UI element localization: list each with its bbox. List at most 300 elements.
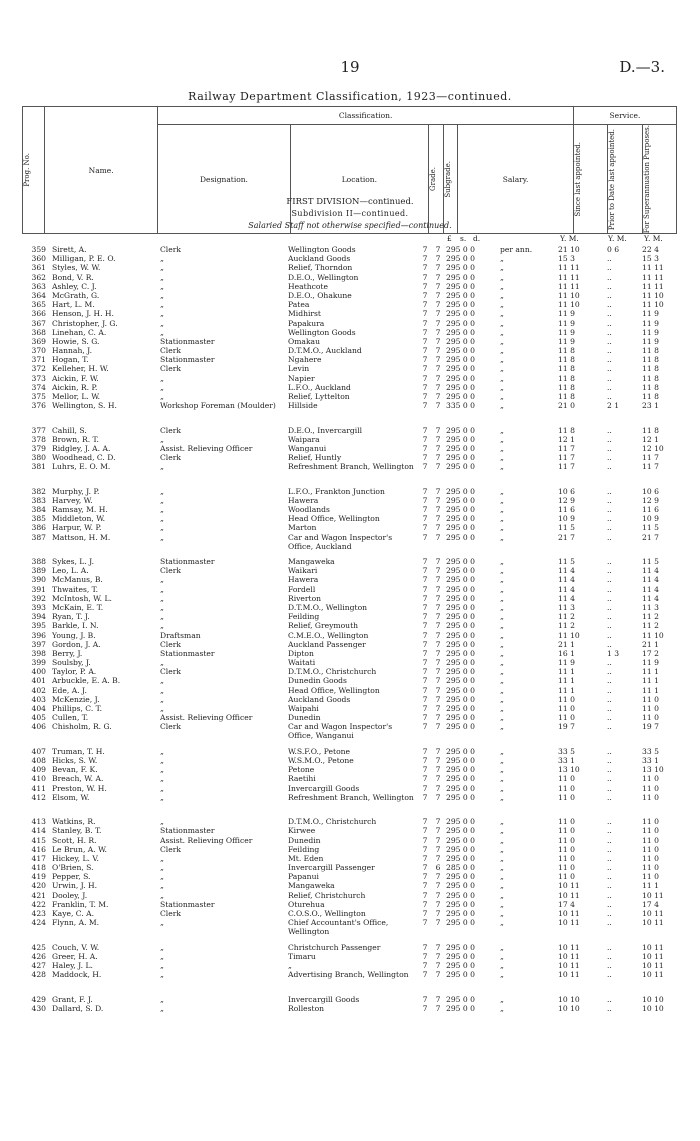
page-title: Railway Department Classification, 1923—continued. (188, 90, 512, 103)
salary: 295 0 0 (446, 756, 475, 765)
service-prior: .. (607, 765, 612, 775)
prog-no: 371 (31, 355, 46, 365)
table-row (22, 854, 682, 863)
service-prior: .. (607, 392, 612, 401)
salary: 295 0 0 (446, 685, 475, 695)
designation: „ (160, 300, 164, 310)
table-row (22, 756, 682, 765)
salary-period: „ (500, 263, 504, 273)
grade: 7 (422, 774, 428, 784)
prog-no: 401 (31, 676, 46, 686)
grade: 7 (422, 685, 428, 695)
service-since: 11 10 (558, 300, 580, 310)
subgrade: 7 (435, 756, 441, 765)
table-row (22, 836, 682, 845)
prog-no: 368 (31, 327, 46, 337)
service-since: 16 1 (558, 648, 575, 658)
salary: 295 0 0 (446, 881, 475, 891)
grade: 7 (422, 756, 428, 765)
designation: Stationmaster (160, 557, 215, 567)
service-prior: .. (607, 557, 612, 567)
service-since: 11 6 (558, 505, 575, 515)
grade: 7 (422, 346, 428, 356)
location: Relief, Christchurch (288, 890, 366, 900)
service-super: 11 8 (642, 392, 659, 401)
table-row (22, 909, 682, 918)
grade: 7 (422, 817, 428, 827)
table-row (22, 523, 682, 532)
prog-no: 397 (31, 639, 46, 649)
table-row (22, 487, 682, 496)
service-since: 11 1 (558, 676, 575, 686)
staff-name: Preston, W. H. (52, 783, 107, 793)
prog-no: 366 (31, 309, 46, 319)
location: Hawera (288, 575, 319, 585)
service-prior: .. (607, 318, 612, 328)
service-super: 21 1 (642, 639, 659, 649)
location: Mangaweka (288, 881, 335, 891)
subgrade: 7 (435, 667, 441, 677)
location: Wanganui (288, 443, 327, 453)
prog-no: 369 (31, 336, 46, 346)
salary: 295 0 0 (446, 575, 475, 585)
subgrade: 7 (435, 290, 441, 300)
subgrade: 7 (435, 835, 441, 845)
subgrade: 7 (435, 648, 441, 658)
service-super: 23 1 (642, 401, 659, 411)
service-super: 11 7 (642, 462, 659, 472)
designation: „ (160, 584, 164, 594)
prog-no: 408 (31, 756, 46, 765)
designation: „ (160, 890, 164, 900)
salary-period: „ (500, 844, 504, 854)
service-prior: .. (607, 612, 612, 622)
service-prior: .. (607, 434, 612, 444)
service-prior: .. (607, 621, 612, 631)
table-row (22, 676, 682, 685)
service-super: 11 10 (642, 630, 664, 640)
location: Riverton (288, 593, 322, 603)
designation: „ (160, 281, 164, 291)
designation: Clerk (160, 346, 181, 356)
salary: 295 0 0 (446, 523, 475, 533)
prog-no: 382 (31, 486, 46, 496)
service-since: 11 0 (558, 853, 575, 863)
service-since: 10 11 (558, 881, 580, 891)
service-prior: .. (607, 486, 612, 496)
subgrade: 7 (435, 746, 441, 756)
salary: 295 0 0 (446, 584, 475, 594)
table-row (22, 374, 682, 383)
service-super: 11 8 (642, 355, 659, 365)
unit-shillings: s. (460, 234, 467, 243)
service-super: 10 11 (642, 909, 664, 919)
service-super: 10 10 (642, 1003, 664, 1013)
staff-name: Hicks, S. W. (52, 756, 98, 765)
salary-period: „ (500, 899, 504, 909)
subgrade: 7 (435, 792, 441, 802)
location: Christchurch Passenger (288, 942, 381, 952)
staff-name: Couch, V. W. (52, 942, 100, 952)
service-since: 11 0 (558, 694, 575, 704)
location: Woodlands (288, 505, 330, 515)
service-prior: .. (607, 844, 612, 854)
table-row (22, 667, 682, 676)
table-row (22, 621, 682, 630)
grade: 7 (422, 557, 428, 567)
salary-period: „ (500, 942, 504, 952)
staff-name: Urwin, J. H. (52, 881, 97, 891)
prog-no: 391 (31, 584, 46, 594)
table-row (22, 282, 682, 291)
service-since: 11 7 (558, 443, 575, 453)
location: W.S.F.O., Petone (288, 746, 351, 756)
service-prior: .. (607, 722, 612, 732)
table-row (22, 355, 682, 364)
staff-name: Stanley, B. T. (52, 826, 102, 836)
staff-name: Bevan, F. K. (52, 765, 98, 775)
location: Dunedin (288, 713, 321, 723)
location: Dunedin Goods (288, 676, 347, 686)
table-row (22, 704, 682, 713)
designation: Stationmaster (160, 336, 215, 346)
service-prior: .. (607, 443, 612, 453)
staff-name: Milligan, P. E. O. (52, 254, 116, 264)
staff-name: Grant, F. J. (52, 994, 93, 1004)
service-prior: .. (607, 575, 612, 585)
designation: Stationmaster (160, 648, 215, 658)
subgrade: 7 (435, 639, 441, 649)
location: Hillside (288, 401, 318, 411)
grade: 7 (422, 899, 428, 909)
table-row (22, 918, 682, 936)
location: Car and Wagon Inspector's Office, Wanganui (288, 722, 393, 741)
salary: 295 0 0 (446, 918, 475, 928)
salary-period: „ (500, 453, 504, 463)
location: Dunedin (288, 835, 321, 845)
salary-period: „ (500, 254, 504, 264)
designation: „ (160, 254, 164, 264)
location: Dipton (288, 648, 314, 658)
staff-name: Leo, L. A. (52, 566, 89, 576)
location: Relief, Huntly (288, 453, 342, 463)
staff-name: Barkle, I. N. (52, 621, 99, 631)
grade: 7 (422, 621, 428, 631)
subgrade: 7 (435, 621, 441, 631)
subgrade: 7 (435, 853, 441, 863)
table-row (22, 254, 682, 263)
grade: 7 (422, 890, 428, 900)
salary-period: „ (500, 667, 504, 677)
salary-period: „ (500, 300, 504, 310)
grade: 7 (422, 676, 428, 686)
salary: 295 0 0 (446, 557, 475, 567)
staff-name: Hickey, L. V. (52, 853, 99, 863)
grade: 7 (422, 373, 428, 383)
designation: Workshop Foreman (Moulder) (160, 401, 276, 411)
subgrade: 7 (435, 373, 441, 383)
service-super: 11 5 (642, 557, 659, 567)
staff-name: Flynn, A. M. (52, 918, 100, 928)
designation: „ (160, 505, 164, 515)
grade: 7 (422, 960, 428, 970)
location: Napier (288, 373, 315, 383)
location: D.T.M.O., Christchurch (288, 667, 377, 677)
service-prior: .. (607, 584, 612, 594)
salary: 295 0 0 (446, 453, 475, 463)
prog-no: 390 (31, 575, 46, 585)
service-prior: .. (607, 453, 612, 463)
staff-name: Breach, W. A. (52, 774, 104, 784)
service-prior: .. (607, 514, 612, 524)
salary-period: „ (500, 970, 504, 980)
service-prior: .. (607, 694, 612, 704)
salary-period: „ (500, 309, 504, 319)
service-super: 11 2 (642, 612, 659, 622)
designation: „ (160, 392, 164, 401)
col-classification: Classification. (158, 107, 574, 125)
service-since: 11 0 (558, 872, 575, 882)
subgrade: 7 (435, 523, 441, 533)
subgrade: 7 (435, 392, 441, 401)
service-super: 11 0 (642, 783, 659, 793)
staff-name: McManus, B. (52, 575, 103, 585)
service-prior: .. (607, 327, 612, 337)
salary: 295 0 0 (446, 392, 475, 401)
staff-name: O'Brien, S. (52, 863, 94, 873)
table-row (22, 640, 682, 649)
salary-period: „ (500, 890, 504, 900)
table-row (22, 793, 682, 811)
table-row (22, 961, 682, 970)
grade: 7 (422, 392, 428, 401)
salary: 295 0 0 (446, 254, 475, 264)
service-since: 11 0 (558, 844, 575, 854)
service-prior: .. (607, 746, 612, 756)
service-since: 10 10 (558, 994, 580, 1004)
service-since: 11 0 (558, 826, 575, 836)
salary: 295 0 0 (446, 746, 475, 756)
salary: 295 0 0 (446, 792, 475, 802)
subgrade: 7 (435, 300, 441, 310)
grade: 7 (422, 826, 428, 836)
subgrade: 7 (435, 676, 441, 686)
designation: Clerk (160, 844, 181, 854)
salary: 295 0 0 (446, 909, 475, 919)
salary-period: „ (500, 713, 504, 723)
salary-period: „ (500, 746, 504, 756)
staff-name: Dallard, S. D. (52, 1003, 104, 1013)
subgrade: 7 (435, 602, 441, 612)
subgrade: 7 (435, 872, 441, 882)
designation: „ (160, 994, 164, 1004)
designation: Clerk (160, 364, 181, 374)
staff-name: Watkins, R. (52, 817, 96, 827)
salary-period: „ (500, 514, 504, 524)
salary: 295 0 0 (446, 951, 475, 961)
staff-name: Gordon, J. A. (52, 639, 101, 649)
staff-name: Wellington, S. H. (52, 401, 117, 411)
salary-period: „ (500, 593, 504, 603)
designation: Stationmaster (160, 899, 215, 909)
staff-note: Salaried Staff not otherwise specified—continued. (248, 221, 452, 230)
location: D.T.M.O., Christchurch (288, 817, 377, 827)
subgrade: 7 (435, 346, 441, 356)
staff-name: Hogan, T. (52, 355, 89, 365)
col-super: For Superannuation Purposes. (642, 125, 651, 234)
location: Feilding (288, 844, 320, 854)
grade: 7 (422, 364, 428, 374)
service-super: 11 0 (642, 774, 659, 784)
designation: „ (160, 694, 164, 704)
service-since: 11 0 (558, 783, 575, 793)
prog-no: 375 (31, 392, 46, 401)
salary: 335 0 0 (446, 401, 475, 411)
table-row (22, 722, 682, 740)
salary: 295 0 0 (446, 970, 475, 980)
table-row (22, 383, 682, 392)
subgrade: 7 (435, 263, 441, 273)
table-row (22, 496, 682, 505)
service-since: 11 1 (558, 685, 575, 695)
staff-name: Aickin, F. W. (52, 373, 99, 383)
subgrade: 7 (435, 593, 441, 603)
designation: „ (160, 495, 164, 505)
staff-name: Kelleher, H. W. (52, 364, 109, 374)
salary-period: „ (500, 575, 504, 585)
service-since: 12 9 (558, 495, 575, 505)
service-since: 11 2 (558, 621, 575, 631)
table-row (22, 900, 682, 909)
service-super: 11 8 (642, 373, 659, 383)
subgrade: 7 (435, 401, 441, 411)
service-prior: .. (607, 593, 612, 603)
service-since: 21 7 (558, 532, 575, 542)
salary: 295 0 0 (446, 532, 475, 542)
location: Wellington Goods (288, 327, 356, 337)
grade: 7 (422, 318, 428, 328)
prog-no: 374 (31, 382, 46, 392)
service-prior: .. (607, 505, 612, 515)
service-super: 11 0 (642, 713, 659, 723)
subgrade: 7 (435, 254, 441, 264)
col-name: Name. (44, 107, 158, 234)
grade: 7 (422, 722, 428, 732)
service-since: 11 9 (558, 336, 575, 346)
grade: 7 (422, 523, 428, 533)
location: Invercargill Goods (288, 783, 360, 793)
table-row (22, 881, 682, 890)
designation: „ (160, 942, 164, 952)
service-super: 15 3 (642, 254, 659, 264)
salary: 295 0 0 (446, 630, 475, 640)
staff-name: Sykes, L. J. (52, 557, 95, 567)
service-prior: .. (607, 685, 612, 695)
staff-name: Mattson, H. M. (52, 532, 111, 542)
service-super: 22 4 (642, 245, 659, 254)
salary-period: „ (500, 704, 504, 714)
prog-no: 407 (31, 746, 46, 756)
grade: 7 (422, 970, 428, 980)
prog-no: 421 (31, 890, 46, 900)
service-since: 11 11 (558, 281, 580, 291)
location: Auckland Goods (288, 254, 351, 264)
service-prior: .. (607, 817, 612, 827)
location: Relief, Lyttelton (288, 392, 350, 401)
designation: Stationmaster (160, 355, 215, 365)
unit-pounds: £ (447, 234, 452, 243)
staff-name: Mellor, L. W. (52, 392, 101, 401)
salary: 295 0 0 (446, 514, 475, 524)
prog-no: 430 (31, 1003, 46, 1013)
service-since: 10 11 (558, 942, 580, 952)
unit-since: Y. M. (560, 234, 579, 243)
staff-name: McGrath, G. (52, 290, 100, 300)
salary-period: „ (500, 495, 504, 505)
prog-no: 388 (31, 557, 46, 567)
grade: 7 (422, 835, 428, 845)
service-since: 19 7 (558, 722, 575, 732)
location: Refreshment Branch, Wellington (288, 462, 414, 472)
service-prior: .. (607, 272, 612, 282)
salary: 295 0 0 (446, 774, 475, 784)
prog-no: 410 (31, 774, 46, 784)
unit-prior: Y. M. (608, 234, 627, 243)
salary-period: „ (500, 630, 504, 640)
salary: 285 0 0 (446, 863, 475, 873)
prog-no: 379 (31, 443, 46, 453)
designation: Clerk (160, 453, 181, 463)
salary: 295 0 0 (446, 648, 475, 658)
location: L.F.O., Auckland (288, 382, 351, 392)
location: Ngahere (288, 355, 322, 365)
table-row (22, 328, 682, 337)
designation: „ (160, 434, 164, 444)
table-row (22, 845, 682, 854)
service-since: 11 9 (558, 658, 575, 668)
subgrade: 7 (435, 844, 441, 854)
salary: 295 0 0 (446, 300, 475, 310)
salary: 295 0 0 (446, 382, 475, 392)
salary: 295 0 0 (446, 676, 475, 686)
subgrade: 7 (435, 532, 441, 542)
staff-name: Le Brun, A. W. (52, 844, 107, 854)
location: Car and Wagon Inspector's Office, Auckland (288, 532, 393, 551)
prog-no: 426 (31, 951, 46, 961)
subgrade: 7 (435, 453, 441, 463)
table-row (22, 695, 682, 704)
staff-name: Henson, J. H. H. (52, 309, 114, 319)
subgrade: 7 (435, 462, 441, 472)
service-super: 11 0 (642, 863, 659, 873)
service-since: 11 0 (558, 792, 575, 802)
staff-name: McKain, E. T. (52, 602, 104, 612)
designation: „ (160, 970, 164, 980)
salary: 295 0 0 (446, 281, 475, 291)
service-super: 12 9 (642, 495, 659, 505)
service-since: 21 1 (558, 639, 575, 649)
unit-pence: d. (473, 234, 481, 243)
salary-period: „ (500, 918, 504, 928)
location: Head Office, Wellington (288, 685, 380, 695)
service-since: 11 10 (558, 290, 580, 300)
service-super: 11 1 (642, 676, 659, 686)
salary-period: „ (500, 685, 504, 695)
prog-no: 406 (31, 722, 46, 732)
staff-name: Brown, R. T. (52, 434, 99, 444)
staff-name: Thwaites, T. (52, 584, 99, 594)
grade: 7 (422, 514, 428, 524)
